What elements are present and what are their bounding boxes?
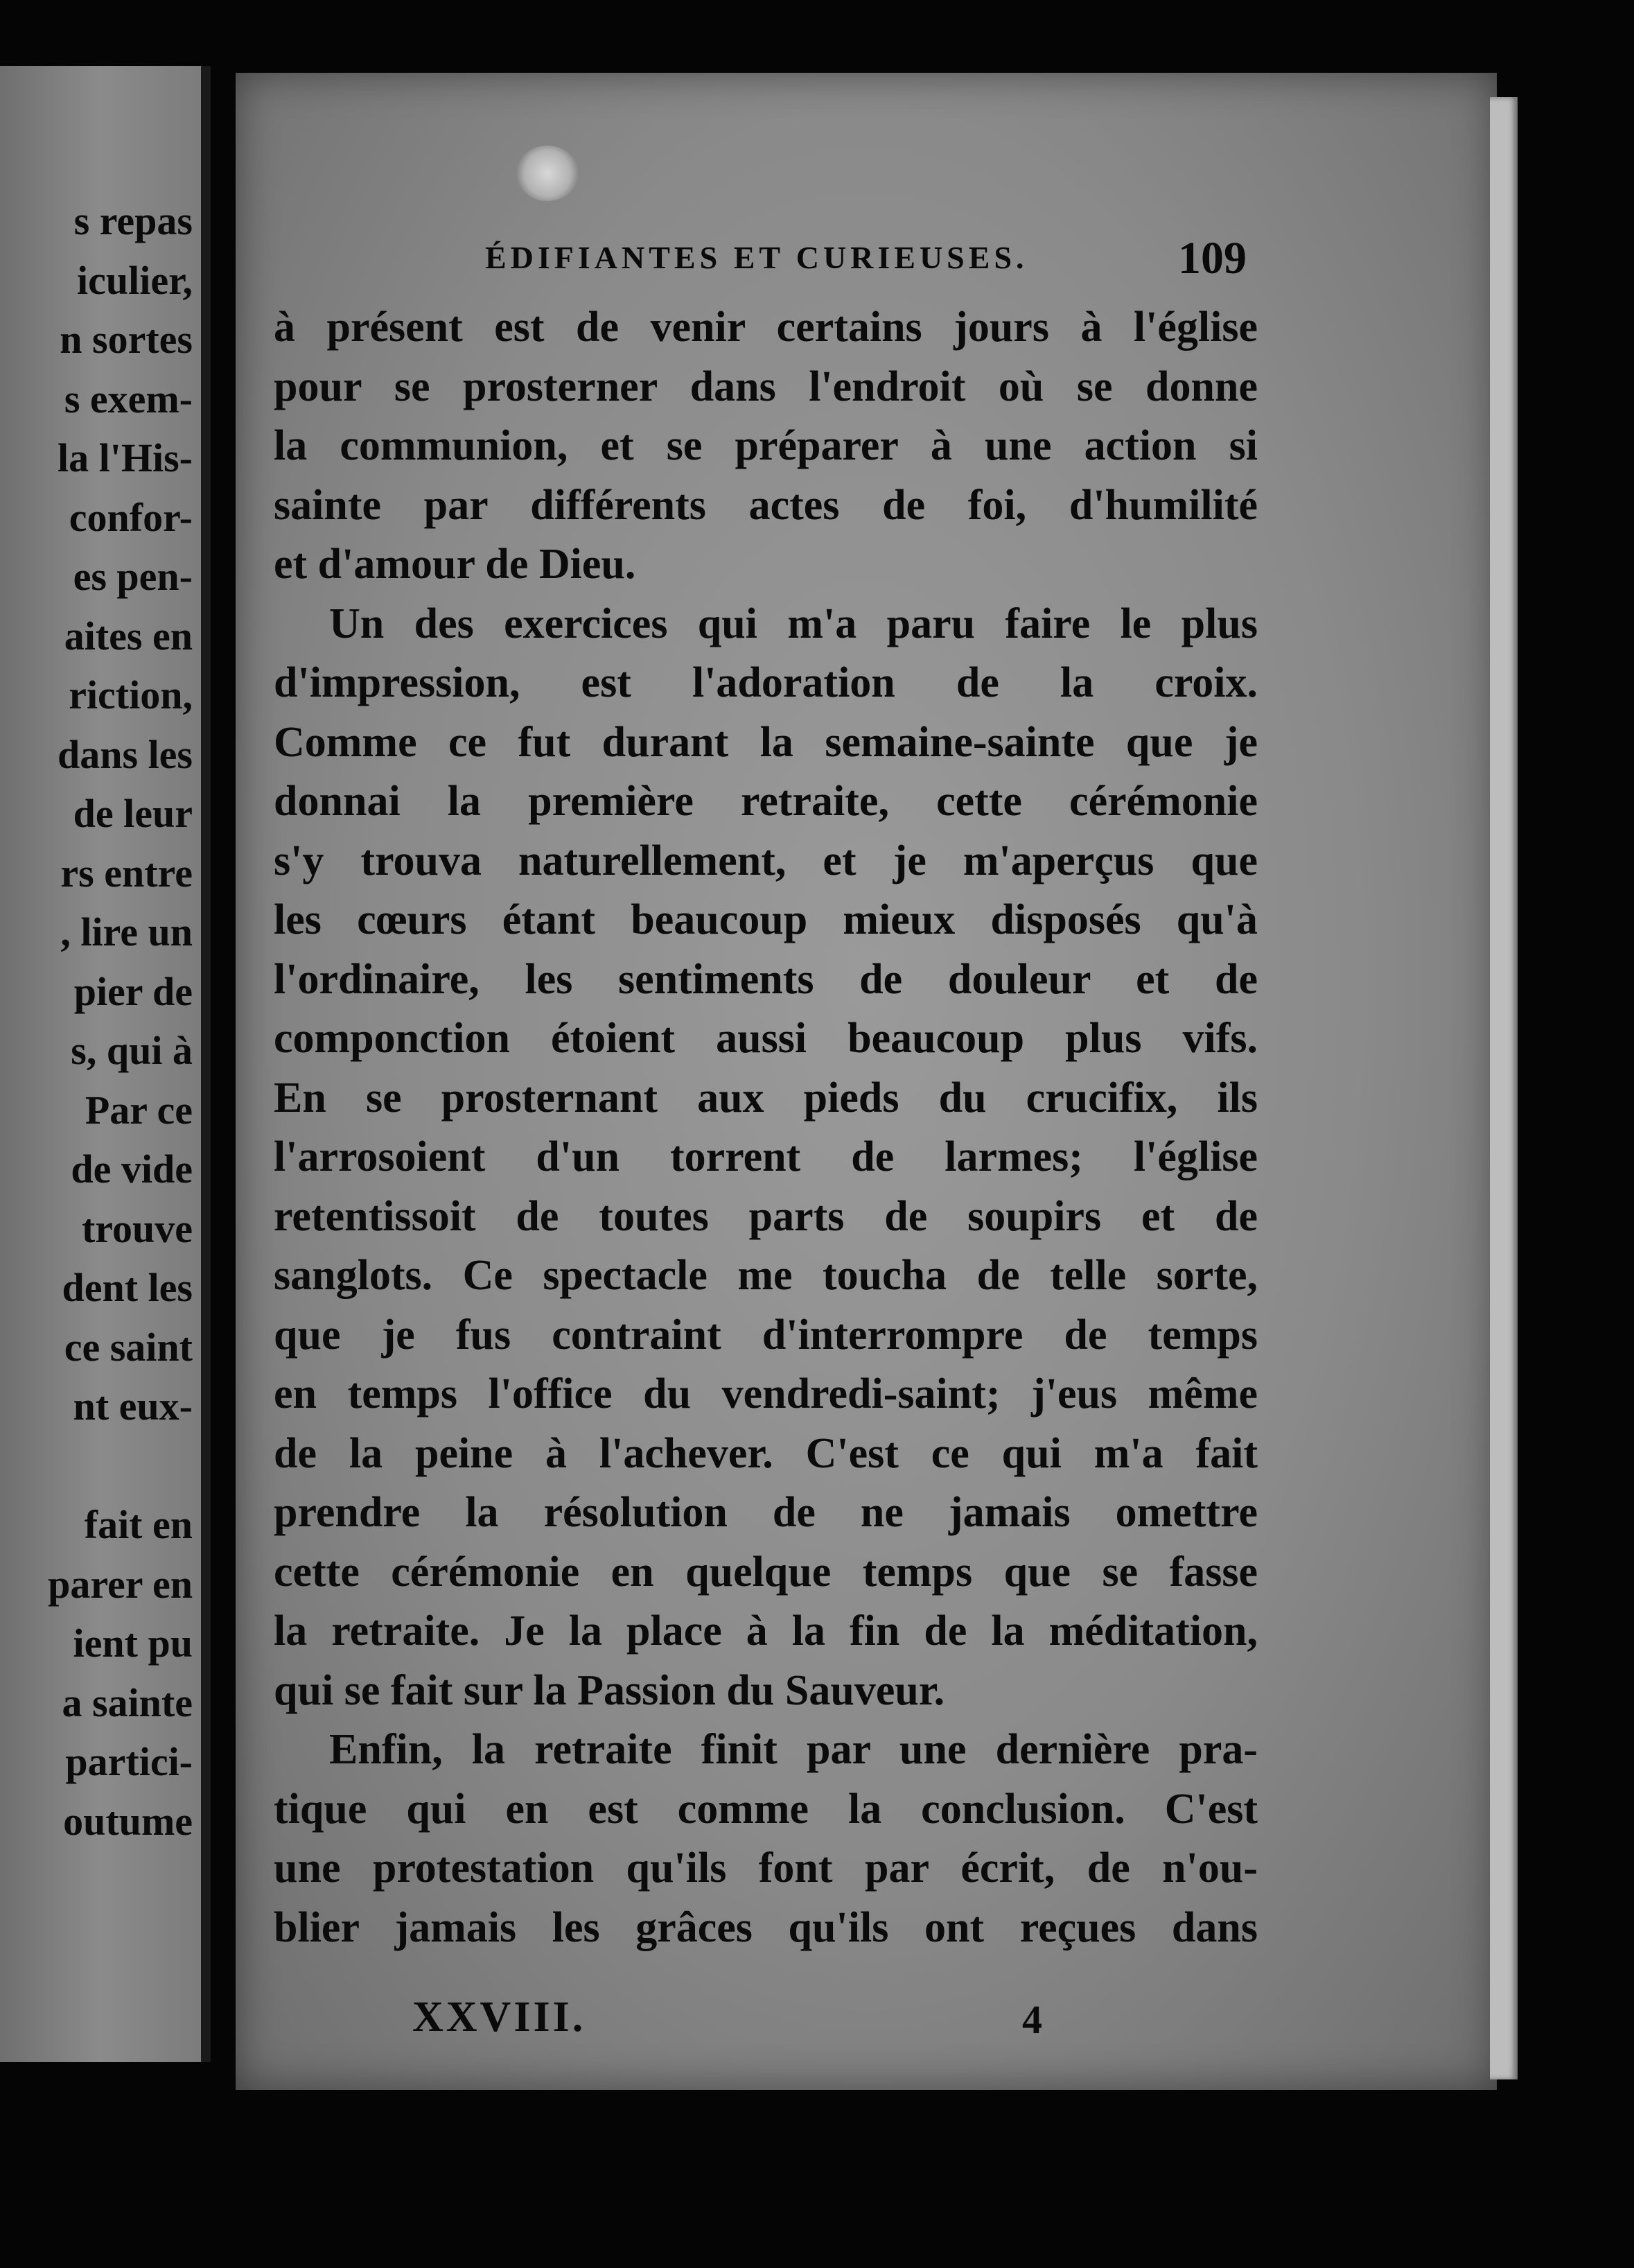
- paper-stain: [516, 146, 579, 201]
- text-line: qui se fait sur la Passion du Sauveur.: [274, 1666, 945, 1714]
- text-line: la communion, et se préparer à une action si: [274, 422, 1258, 469]
- text-line: Comme ce fut durant la semaine-sainte que je: [274, 718, 1258, 766]
- text-line: sainte par différents actes de foi, d'humilité: [274, 481, 1258, 529]
- previous-page-fragment: s repas: [73, 198, 193, 243]
- previous-page-fragment: a sainte: [62, 1680, 193, 1725]
- text-line: de la peine à l'achever. C'est ce qui m'a fait: [274, 1429, 1258, 1477]
- catchword: 4: [1022, 1997, 1042, 2042]
- signature-mark: XXVIII.: [412, 1994, 586, 2041]
- text-line: d'impression, est l'adoration de la croix.: [274, 659, 1258, 706]
- previous-page-fragment: iculier,: [76, 257, 193, 303]
- previous-page-fragment: n sortes: [60, 317, 193, 362]
- text-line: en temps l'office du vendredi-saint; j'eus même: [274, 1370, 1258, 1418]
- text-line: sanglots. Ce spectacle me toucha de telle sorte,: [274, 1252, 1258, 1299]
- previous-page-strip: [0, 66, 211, 2062]
- text-line: pour se prosterner dans l'endroit où se donne: [274, 363, 1258, 410]
- text-line: à présent est de venir certains jours à l'église: [274, 304, 1258, 351]
- previous-page-fragment: riction,: [69, 672, 193, 717]
- text-line: En se prosternant aux pieds du crucifix, ils: [274, 1074, 1258, 1122]
- text-line: l'arrosoient d'un torrent de larmes; l'église: [274, 1133, 1258, 1180]
- text-line: componction étoient aussi beaucoup plus vifs.: [274, 1015, 1258, 1062]
- previous-page-fragment: , lire un: [60, 909, 193, 954]
- previous-page-fragment: es pen-: [73, 554, 193, 599]
- previous-page-fragment: ce saint: [64, 1324, 193, 1370]
- previous-page-fragment: parer en: [48, 1561, 193, 1607]
- text-line: donnai la première retraite, cette cérémonie: [274, 778, 1258, 825]
- text-line: l'ordinaire, les sentiments de douleur et de: [274, 955, 1258, 1003]
- body-text: [274, 298, 1258, 1957]
- previous-page-fragment: aites en: [64, 613, 193, 658]
- previous-page-fragment: dans les: [57, 731, 193, 777]
- previous-page-fragment: la l'His-: [58, 435, 193, 480]
- text-line: que je fus contraint d'interrompre de temps: [274, 1311, 1258, 1359]
- previous-page-fragment: s exem-: [64, 376, 193, 421]
- running-title: ÉDIFIANTES ET CURIEUSES.: [485, 240, 1028, 275]
- previous-page-fragment: rs entre: [60, 850, 193, 896]
- text-line: une protestation qu'ils font par écrit, de n'ou-: [274, 1844, 1258, 1892]
- previous-page-fragment: nt eux-: [73, 1384, 193, 1429]
- text-line: prendre la résolution de ne jamais omettre: [274, 1489, 1258, 1536]
- previous-page-fragment: s, qui à: [71, 1028, 193, 1073]
- text-line: retentissoit de toutes parts de soupirs et de: [274, 1192, 1258, 1240]
- text-line: les cœurs étant beaucoup mieux disposés qu'à: [274, 896, 1258, 943]
- text-line: Enfin, la retraite finit par une dernière pra-: [329, 1726, 1258, 1773]
- previous-page-fragment: de leur: [73, 791, 193, 836]
- text-line: s'y trouva naturellement, et je m'aperçus que: [274, 837, 1258, 884]
- previous-page-fragment: ient pu: [73, 1621, 193, 1666]
- text-line: blier jamais les grâces qu'ils ont reçues dans: [274, 1903, 1258, 1951]
- text-line: cette cérémonie en quelque temps que se fasse: [274, 1548, 1258, 1596]
- previous-page-fragment: Par ce: [85, 1087, 193, 1133]
- previous-page-fragment: pier de: [73, 968, 193, 1014]
- page-number: 109: [1178, 233, 1247, 284]
- previous-page-fragment: confor-: [69, 494, 193, 540]
- previous-page-fragment: trouve: [81, 1205, 193, 1251]
- previous-page-fragment: fait en: [84, 1502, 193, 1547]
- previous-page-fragment: de vide: [71, 1146, 193, 1192]
- previous-page-fragment: outume: [63, 1798, 193, 1844]
- text-line: tique qui en est comme la conclusion. C'est: [274, 1785, 1258, 1833]
- page-edge: [1490, 97, 1518, 2079]
- previous-page-fragment: partici-: [65, 1739, 193, 1784]
- previous-page-fragment: dent les: [62, 1265, 193, 1310]
- text-line: Un des exercices qui m'a paru faire le plus: [329, 600, 1258, 647]
- text-line: la retraite. Je la place à la fin de la méditation,: [274, 1607, 1258, 1655]
- text-line: et d'amour de Dieu.: [274, 541, 636, 588]
